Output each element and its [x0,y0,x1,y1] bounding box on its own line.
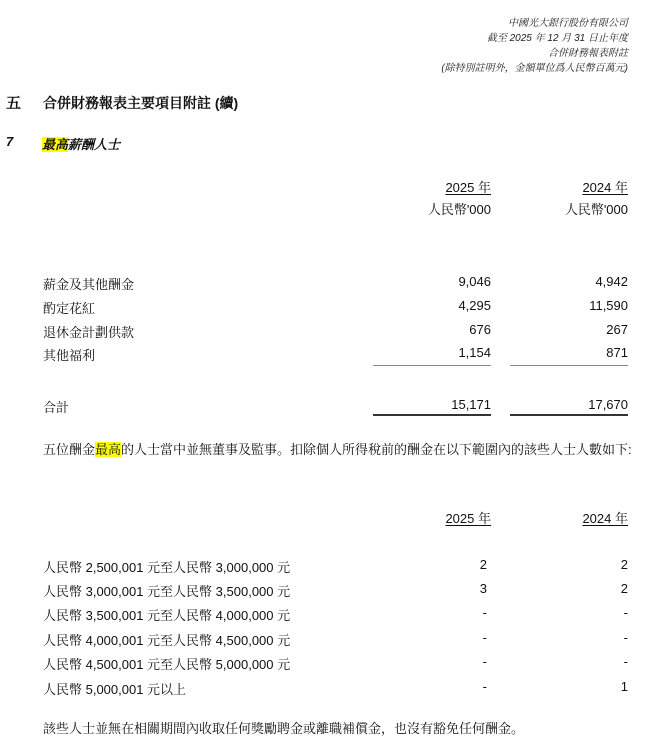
paragraph-no-inducement: 該些人士並無在相關期間內收取任何獎勵聘金或離職補償金，也沒有豁免任何酬金。 [43,721,525,736]
paragraph-highest-paid [43,437,633,462]
row-label: 酌定花紅 [43,301,96,316]
range-label: 人民幣 2,500,001 元至人民幣 3,000,000 元 [43,560,291,575]
total-2024: 17,670 [588,397,628,412]
table1-col-2025-year: 2025 年 [445,180,491,195]
table1-col-2025-unit: 人民幣'000 [427,202,491,217]
paragraph-text: 的人士當中並無董事及監事。扣除個人所得稅前的酬金在以下範圍內的該些人士人數如下: [121,442,632,457]
range-label: 人民幣 5,000,001 元以上 [43,682,187,697]
count-2025: - [482,630,487,645]
value-2025: 9,046 [458,274,491,289]
subtotal-rule-2024 [510,365,628,366]
count-2025: - [482,654,487,669]
value-2024: 267 [606,322,628,337]
document-header [441,16,628,76]
table-row [43,605,628,625]
section-number: 五 [6,95,22,112]
subtotal-rule-2025 [373,365,491,366]
total-rule-2025 [373,414,491,416]
count-2025: - [482,679,487,694]
table-row [43,679,628,699]
value-2025: 1,154 [458,345,491,360]
range-label: 人民幣 3,000,001 元至人民幣 3,500,000 元 [43,584,291,599]
range-label: 人民幣 3,500,001 元至人民幣 4,000,000 元 [43,608,291,623]
count-2025: - [482,605,487,620]
document-title: 合併財務報表附註 [548,48,628,59]
table-row [43,298,628,318]
table-row [43,274,628,294]
count-2024: 2 [620,557,628,572]
value-2024: 4,942 [595,274,628,289]
table2-col-2025 [445,508,491,527]
table1-col-2024-unit: 人民幣'000 [564,202,628,217]
subsection-title-rest: 薪酬人士 [68,137,121,152]
value-2024: 871 [606,345,628,360]
table-row [43,654,628,674]
total-2025: 15,171 [451,397,491,412]
table-row [43,557,628,577]
count-2024: - [623,630,628,645]
reporting-period: 截至 2025 年 12 月 31 日止年度 [486,33,628,44]
table-row [43,630,628,650]
row-label: 薪金及其他酬金 [43,277,135,292]
count-2024: 2 [620,581,628,596]
table-row [43,322,628,342]
value-2024: 11,590 [589,298,628,313]
range-label: 人民幣 4,000,001 元至人民幣 4,500,000 元 [43,633,291,648]
section-title: 合併財務報表主要項目附註 (續) [43,95,239,111]
table1-col-2024 [565,177,628,221]
highlighted-text: 最高 [42,137,69,152]
count-2025: 3 [479,581,487,596]
row-label: 退休金計劃供款 [43,325,135,340]
table2-col-2024-year: 2024 年 [582,511,628,526]
range-label: 人民幣 4,500,001 元至人民幣 5,000,000 元 [43,657,291,672]
unit-note: (除特別註明外，金額單位爲人民幣百萬元) [441,63,628,74]
count-2024: - [623,605,628,620]
company-name: 中國光大銀行股份有限公司 [508,18,628,29]
subsection-title [42,134,120,153]
total-rule-2024 [510,414,628,416]
value-2025: 4,295 [458,298,491,313]
table2-col-2024 [582,508,628,527]
highlighted-text: 最高 [95,442,122,457]
total-label: 合計 [43,400,70,415]
paragraph-text: 五位酬金 [43,442,96,457]
count-2024: - [623,654,628,669]
row-label: 其他福利 [43,348,96,363]
table-row [43,581,628,601]
subsection-number: 7 [6,134,14,149]
value-2025: 676 [469,322,491,337]
count-2025: 2 [479,557,487,572]
table1-col-2024-year: 2024 年 [582,180,628,195]
count-2024: 1 [620,679,628,694]
table2-col-2025-year: 2025 年 [445,511,491,526]
table-row [43,345,628,365]
table1-col-2025 [428,177,491,221]
